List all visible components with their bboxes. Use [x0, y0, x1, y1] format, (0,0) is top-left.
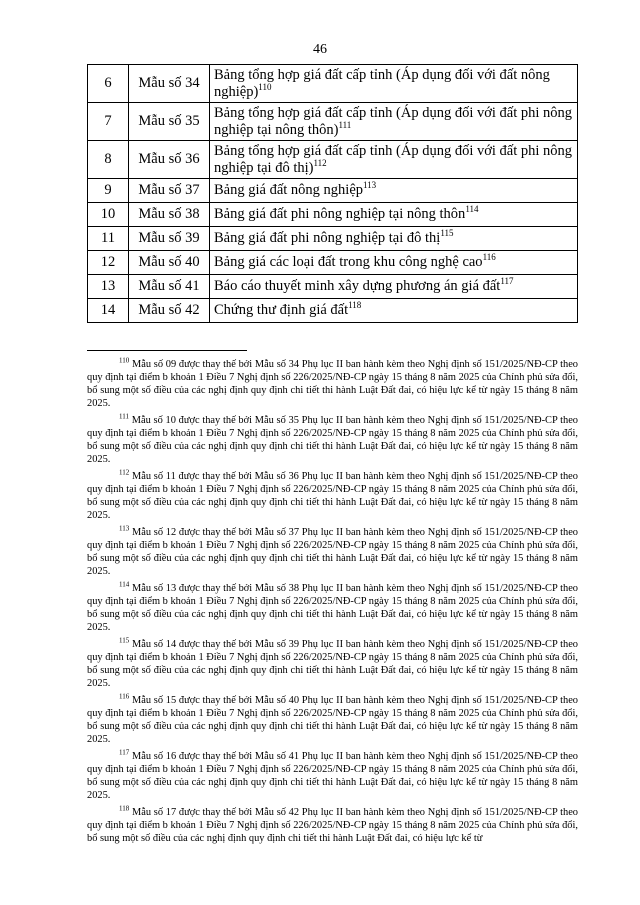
row-number: 6 [88, 65, 129, 103]
forms-table [87, 64, 578, 323]
form-description-cell [210, 227, 578, 251]
table-row [88, 227, 578, 251]
footnote-ref[interactable]: 117 [500, 276, 514, 287]
footnote-text: Mẫu số 11 được thay thế bởi Mẫu số 36 Phụ lục II ban hành kèm theo Nghị định số 151/2025/NĐ-CP theo quy định tại điểm b khoản 1 Điều 7 Nghị định số 226/2025/NĐ-CP ngày 15 tháng 8 năm 2025 của Chính phủ sửa đổi, bổ sung một số điều của các nghị định quy định chi tiết thi hành Luật Đất đai, có hiệu lực kể từ ngày 15 tháng 8 năm 2025. [87, 471, 578, 521]
table-row [88, 251, 578, 275]
table-row [88, 179, 578, 203]
form-description-cell [210, 103, 578, 141]
footnote-text: Mẫu số 16 được thay thế bởi Mẫu số 41 Phụ lục II ban hành kèm theo Nghị định số 151/2025/NĐ-CP theo quy định tại điểm b khoản 1 Điều 7 Nghị định số 226/2025/NĐ-CP ngày 15 tháng 8 năm 2025 của Chính phủ sửa đổi, bổ sung một số điều của các nghị định quy định chi tiết thi hành Luật Đất đai, có hiệu lực kể từ ngày 15 tháng 8 năm 2025. [87, 751, 578, 801]
form-code: Mẫu số 42 [129, 299, 210, 323]
row-number: 13 [88, 275, 129, 299]
footnote-ref[interactable]: 116 [482, 252, 496, 263]
table-row [88, 65, 578, 103]
form-code: Mẫu số 35 [129, 103, 210, 141]
table-row [88, 203, 578, 227]
footnote-number: 111 [119, 412, 129, 421]
footnote-number: 114 [119, 580, 130, 589]
footnote [87, 582, 578, 634]
footnotes [87, 358, 578, 849]
form-code: Mẫu số 36 [129, 141, 210, 179]
footnote-ref[interactable]: 118 [348, 300, 362, 311]
footnote [87, 806, 578, 845]
footnote [87, 638, 578, 690]
footnote-number: 112 [119, 468, 130, 477]
row-number: 7 [88, 103, 129, 141]
table-row [88, 141, 578, 179]
footnote-ref[interactable]: 114 [465, 204, 479, 215]
footnote-text: Mẫu số 15 được thay thế bởi Mẫu số 40 Phụ lục II ban hành kèm theo Nghị định số 151/2025/NĐ-CP theo quy định tại điểm b khoản 1 Điều 7 Nghị định số 226/2025/NĐ-CP ngày 15 tháng 8 năm 2025 của Chính phủ sửa đổi, bổ sung một số điều của các nghị định quy định chi tiết thi hành Luật Đất đai, có hiệu lực kể từ ngày 15 tháng 8 năm 2025. [87, 695, 578, 745]
form-description-cell [210, 65, 578, 103]
row-number: 9 [88, 179, 129, 203]
form-description: Bảng giá đất nông nghiệp [214, 182, 364, 198]
form-description-cell [210, 251, 578, 275]
form-description: Chứng thư định giá đất [214, 302, 349, 318]
footnote [87, 470, 578, 522]
footnote [87, 694, 578, 746]
form-description-cell [210, 203, 578, 227]
footnote-text: Mẫu số 17 được thay thế bởi Mẫu số 42 Phụ lục II ban hành kèm theo Nghị định số 151/2025/NĐ-CP theo quy định tại điểm b khoản 1 Điều 7 Nghị định số 226/2025/NĐ-CP ngày 15 tháng 8 năm 2025 của Chính phủ sửa đổi, bổ sung một số điều của các nghị định quy định chi tiết thi hành Luật Đất đai, có hiệu lực kể từ [87, 807, 578, 844]
form-description: Bảng tổng hợp giá đất cấp tỉnh (Áp dụng đối với đất phi nông nghiệp tại nông thôn) [214, 104, 573, 138]
form-code: Mẫu số 39 [129, 227, 210, 251]
form-description: Bảng giá các loại đất trong khu công nghệ cao [214, 254, 483, 270]
footnote-text: Mẫu số 10 được thay thế bởi Mẫu số 35 Phụ lục II ban hành kèm theo Nghị định số 151/2025/NĐ-CP theo quy định tại điểm b khoản 1 Điều 7 Nghị định số 226/2025/NĐ-CP ngày 15 tháng 8 năm 2025 của Chính phủ sửa đổi, bổ sung một số điều của các nghị định quy định chi tiết thi hành Luật Đất đai, có hiệu lực kể từ ngày 15 tháng 8 năm 2025. [87, 415, 578, 465]
footnote-ref[interactable]: 112 [313, 157, 327, 168]
footnote-text: Mẫu số 13 được thay thế bởi Mẫu số 38 Phụ lục II ban hành kèm theo Nghị định số 151/2025/NĐ-CP theo quy định tại điểm b khoản 1 Điều 7 Nghị định số 226/2025/NĐ-CP ngày 15 tháng 8 năm 2025 của Chính phủ sửa đổi, bổ sung một số điều của các nghị định quy định chi tiết thi hành Luật Đất đai, có hiệu lực kể từ ngày 15 tháng 8 năm 2025. [87, 583, 578, 633]
footnote-divider [87, 350, 247, 351]
table-row [88, 275, 578, 299]
form-description: Báo cáo thuyết minh xây dựng phương án giá đất [214, 278, 501, 294]
row-number: 12 [88, 251, 129, 275]
page-number: 46 [313, 42, 327, 57]
form-description: Bảng tổng hợp giá đất cấp tỉnh (Áp dụng đối với đất phi nông nghiệp tại đô thị) [214, 142, 573, 176]
row-number: 8 [88, 141, 129, 179]
footnote-ref[interactable]: 113 [363, 180, 377, 191]
form-code: Mẫu số 41 [129, 275, 210, 299]
form-description-cell [210, 141, 578, 179]
footnote-text: Mẫu số 09 được thay thế bởi Mẫu số 34 Phụ lục II ban hành kèm theo Nghị định số 151/2025/NĐ-CP theo quy định tại điểm b khoản 1 Điều 7 Nghị định số 226/2025/NĐ-CP ngày 15 tháng 8 năm 2025 của Chính phủ sửa đổi, bổ sung một số điều của các nghị định quy định chi tiết thi hành Luật Đất đai, có hiệu lực kể từ ngày 15 tháng 8 năm 2025. [87, 359, 578, 409]
footnote-text: Mẫu số 14 được thay thế bởi Mẫu số 39 Phụ lục II ban hành kèm theo Nghị định số 151/2025/NĐ-CP theo quy định tại điểm b khoản 1 Điều 7 Nghị định số 226/2025/NĐ-CP ngày 15 tháng 8 năm 2025 của Chính phủ sửa đổi, bổ sung một số điều của các nghị định quy định chi tiết thi hành Luật Đất đai, có hiệu lực kể từ ngày 15 tháng 8 năm 2025. [87, 639, 578, 689]
footnote-ref[interactable]: 115 [440, 228, 454, 239]
footnote [87, 526, 578, 578]
form-description: Bảng giá đất phi nông nghiệp tại nông thôn [214, 206, 466, 222]
footnote-ref[interactable]: 110 [258, 81, 272, 92]
form-description-cell [210, 275, 578, 299]
footnote-number: 115 [119, 636, 130, 645]
form-description: Bảng giá đất phi nông nghiệp tại đô thị [214, 230, 441, 246]
form-description: Bảng tổng hợp giá đất cấp tỉnh (Áp dụng đối với đất nông nghiệp) [214, 66, 550, 100]
table-row [88, 299, 578, 323]
row-number: 10 [88, 203, 129, 227]
form-code: Mẫu số 40 [129, 251, 210, 275]
footnote-number: 110 [119, 356, 130, 365]
row-number: 14 [88, 299, 129, 323]
form-code: Mẫu số 38 [129, 203, 210, 227]
footnote-ref[interactable]: 111 [338, 119, 352, 130]
form-description-cell [210, 299, 578, 323]
form-code: Mẫu số 37 [129, 179, 210, 203]
table-row [88, 103, 578, 141]
footnote-number: 117 [119, 748, 130, 757]
footnote-number: 118 [119, 804, 130, 813]
footnote [87, 750, 578, 802]
form-description-cell [210, 179, 578, 203]
row-number: 11 [88, 227, 129, 251]
footnote-number: 113 [119, 524, 130, 533]
footnote-text: Mẫu số 12 được thay thế bởi Mẫu số 37 Phụ lục II ban hành kèm theo Nghị định số 151/2025/NĐ-CP theo quy định tại điểm b khoản 1 Điều 7 Nghị định số 226/2025/NĐ-CP ngày 15 tháng 8 năm 2025 của Chính phủ sửa đổi, bổ sung một số điều của các nghị định quy định chi tiết thi hành Luật Đất đai, có hiệu lực kể từ ngày 15 tháng 8 năm 2025. [87, 527, 578, 577]
form-code: Mẫu số 34 [129, 65, 210, 103]
footnote-number: 116 [119, 692, 130, 701]
footnote [87, 358, 578, 410]
footnote [87, 414, 578, 466]
